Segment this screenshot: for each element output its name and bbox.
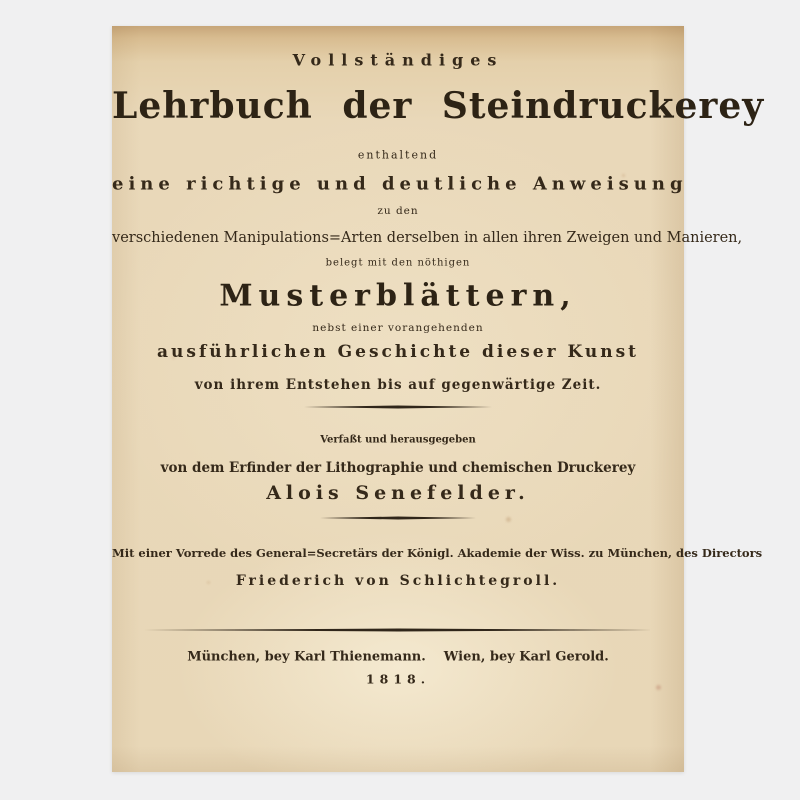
preface-author-name: Friederich von Schlichtegroll. [235, 573, 561, 589]
zu-den-line: zu den [377, 205, 419, 217]
divider-rule-middle [320, 517, 476, 520]
publication-year: 1818. [365, 671, 431, 687]
belegt-line: belegt mit den nöthigen [325, 257, 471, 269]
page-title: Lehrbuch der Steindruckerey [112, 85, 765, 127]
series-line: Vollständiges [292, 50, 504, 70]
author-name: Alois Senefelder. [266, 482, 530, 504]
divider-rule-top [304, 406, 492, 409]
imprint-munich: München, bey Karl Thienemann. [187, 649, 426, 665]
foxing-spots [112, 26, 115, 29]
verfasst-line: Verfaßt und herausgegeben [320, 434, 476, 446]
musterblaetter-line: Musterblättern, [219, 278, 577, 314]
inventor-line: von dem Erfinder der Lithographie und chemischen Druckerey [160, 460, 636, 476]
imprint-vienna: Wien, bey Karl Gerold. [443, 649, 609, 665]
nebst-line: nebst einer vorangehenden [312, 322, 484, 334]
preface-credit-line: Mit einer Vorrede des General=Secretärs der Königl. Akademie der Wiss. zu München, des Directors [112, 546, 763, 560]
containing-word: enthaltend [357, 148, 439, 162]
history-line: ausführlichen Geschichte dieser Kunst [157, 342, 639, 362]
history-span-line: von ihrem Entstehen bis auf gegenwärtige Zeit. [194, 377, 602, 393]
subtitle-line: eine richtige und deutliche Anweisung [112, 173, 688, 195]
scope-line: verschiedenen Manipulations=Arten derselben in allen ihren Zweigen und Manieren, [112, 230, 743, 246]
divider-rule-bottom [144, 629, 652, 632]
imprint-line [112, 650, 684, 665]
book-title-page [112, 26, 765, 772]
